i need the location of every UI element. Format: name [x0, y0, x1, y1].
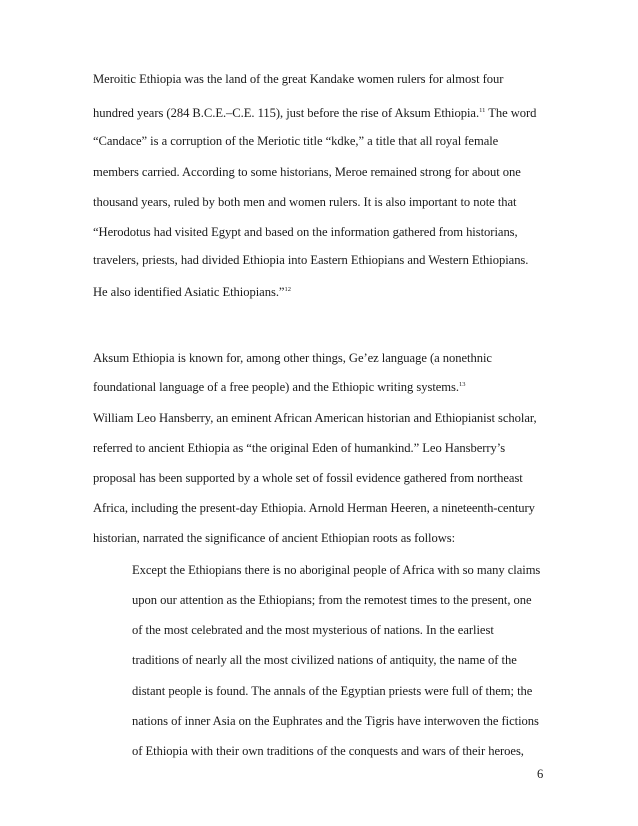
text-line: referred to ancient Ethiopia as “the original Eden of humankind.” Leo Hansberry’s: [93, 441, 506, 455]
text-line: foundational language of a free people) and the Ethiopic writing systems.$^{13}$: [93, 380, 466, 394]
quote-line: distant people is found. The annals of the Egyptian priests were full of them; the: [132, 684, 533, 698]
text-line: William Leo Hansberry, an eminent African American historian and Ethiopianist scholar,: [93, 411, 537, 425]
quote-line: traditions of nearly all the most civilized nations of antiquity, the name of the: [132, 653, 517, 667]
quote-line: of the most celebrated and the most mysterious of nations. In the earliest: [132, 623, 494, 637]
text-line: “Herodotus had visited Egypt and based on the information gathered from historians,: [93, 225, 518, 239]
quote-line: Except the Ethiopians there is no aboriginal people of Africa with so many claims: [132, 563, 541, 577]
text-line: Africa, including the present-day Ethiopia. Arnold Herman Heeren, a nineteenth-century: [93, 501, 535, 515]
text-line: “Candace” is a corruption of the Meriotic title “kdke,” a title that all royal female: [93, 134, 499, 148]
text-line: Meroitic Ethiopia was the land of the great Kandake women rulers for almost four: [93, 72, 504, 86]
text-line: proposal has been supported by a whole set of fossil evidence gathered from northeast: [93, 471, 523, 485]
text-line: historian, narrated the significance of ancient Ethiopian roots as follows:: [93, 531, 456, 545]
quote-line: of Ethiopia with their own traditions of the conquests and wars of their heroes,: [132, 744, 524, 758]
footnote-ref-11[interactable]: 11: [479, 107, 486, 114]
text-line: He also identified Asiatic Ethiopians.”$^{12}$: [93, 285, 291, 299]
footnote-ref-13[interactable]: 13: [459, 381, 466, 388]
text-line: Aksum Ethiopia is known for, among other things, Ge’ez language (a nonethnic: [93, 351, 492, 365]
text-line: members carried. According to some historians, Meroe remained strong for about one: [93, 165, 521, 179]
text-line: thousand years, ruled by both men and women rulers. It is also important to note that: [93, 195, 517, 209]
page-number: 6: [537, 767, 544, 781]
text-line: travelers, priests, had divided Ethiopia into Eastern Ethiopians and Western Ethiopians.: [93, 253, 529, 267]
text-line: hundred years (284 B.C.E.–C.E. 115), just before the rise of Aksum Ethiopia.$^{11}$ The word: [93, 106, 537, 120]
footnote-ref-12[interactable]: 12: [284, 286, 291, 293]
quote-line: nations of inner Asia on the Euphrates and the Tigris have interwoven the fictions: [132, 714, 539, 728]
quote-line: upon our attention as the Ethiopians; from the remotest times to the present, one: [132, 593, 532, 607]
